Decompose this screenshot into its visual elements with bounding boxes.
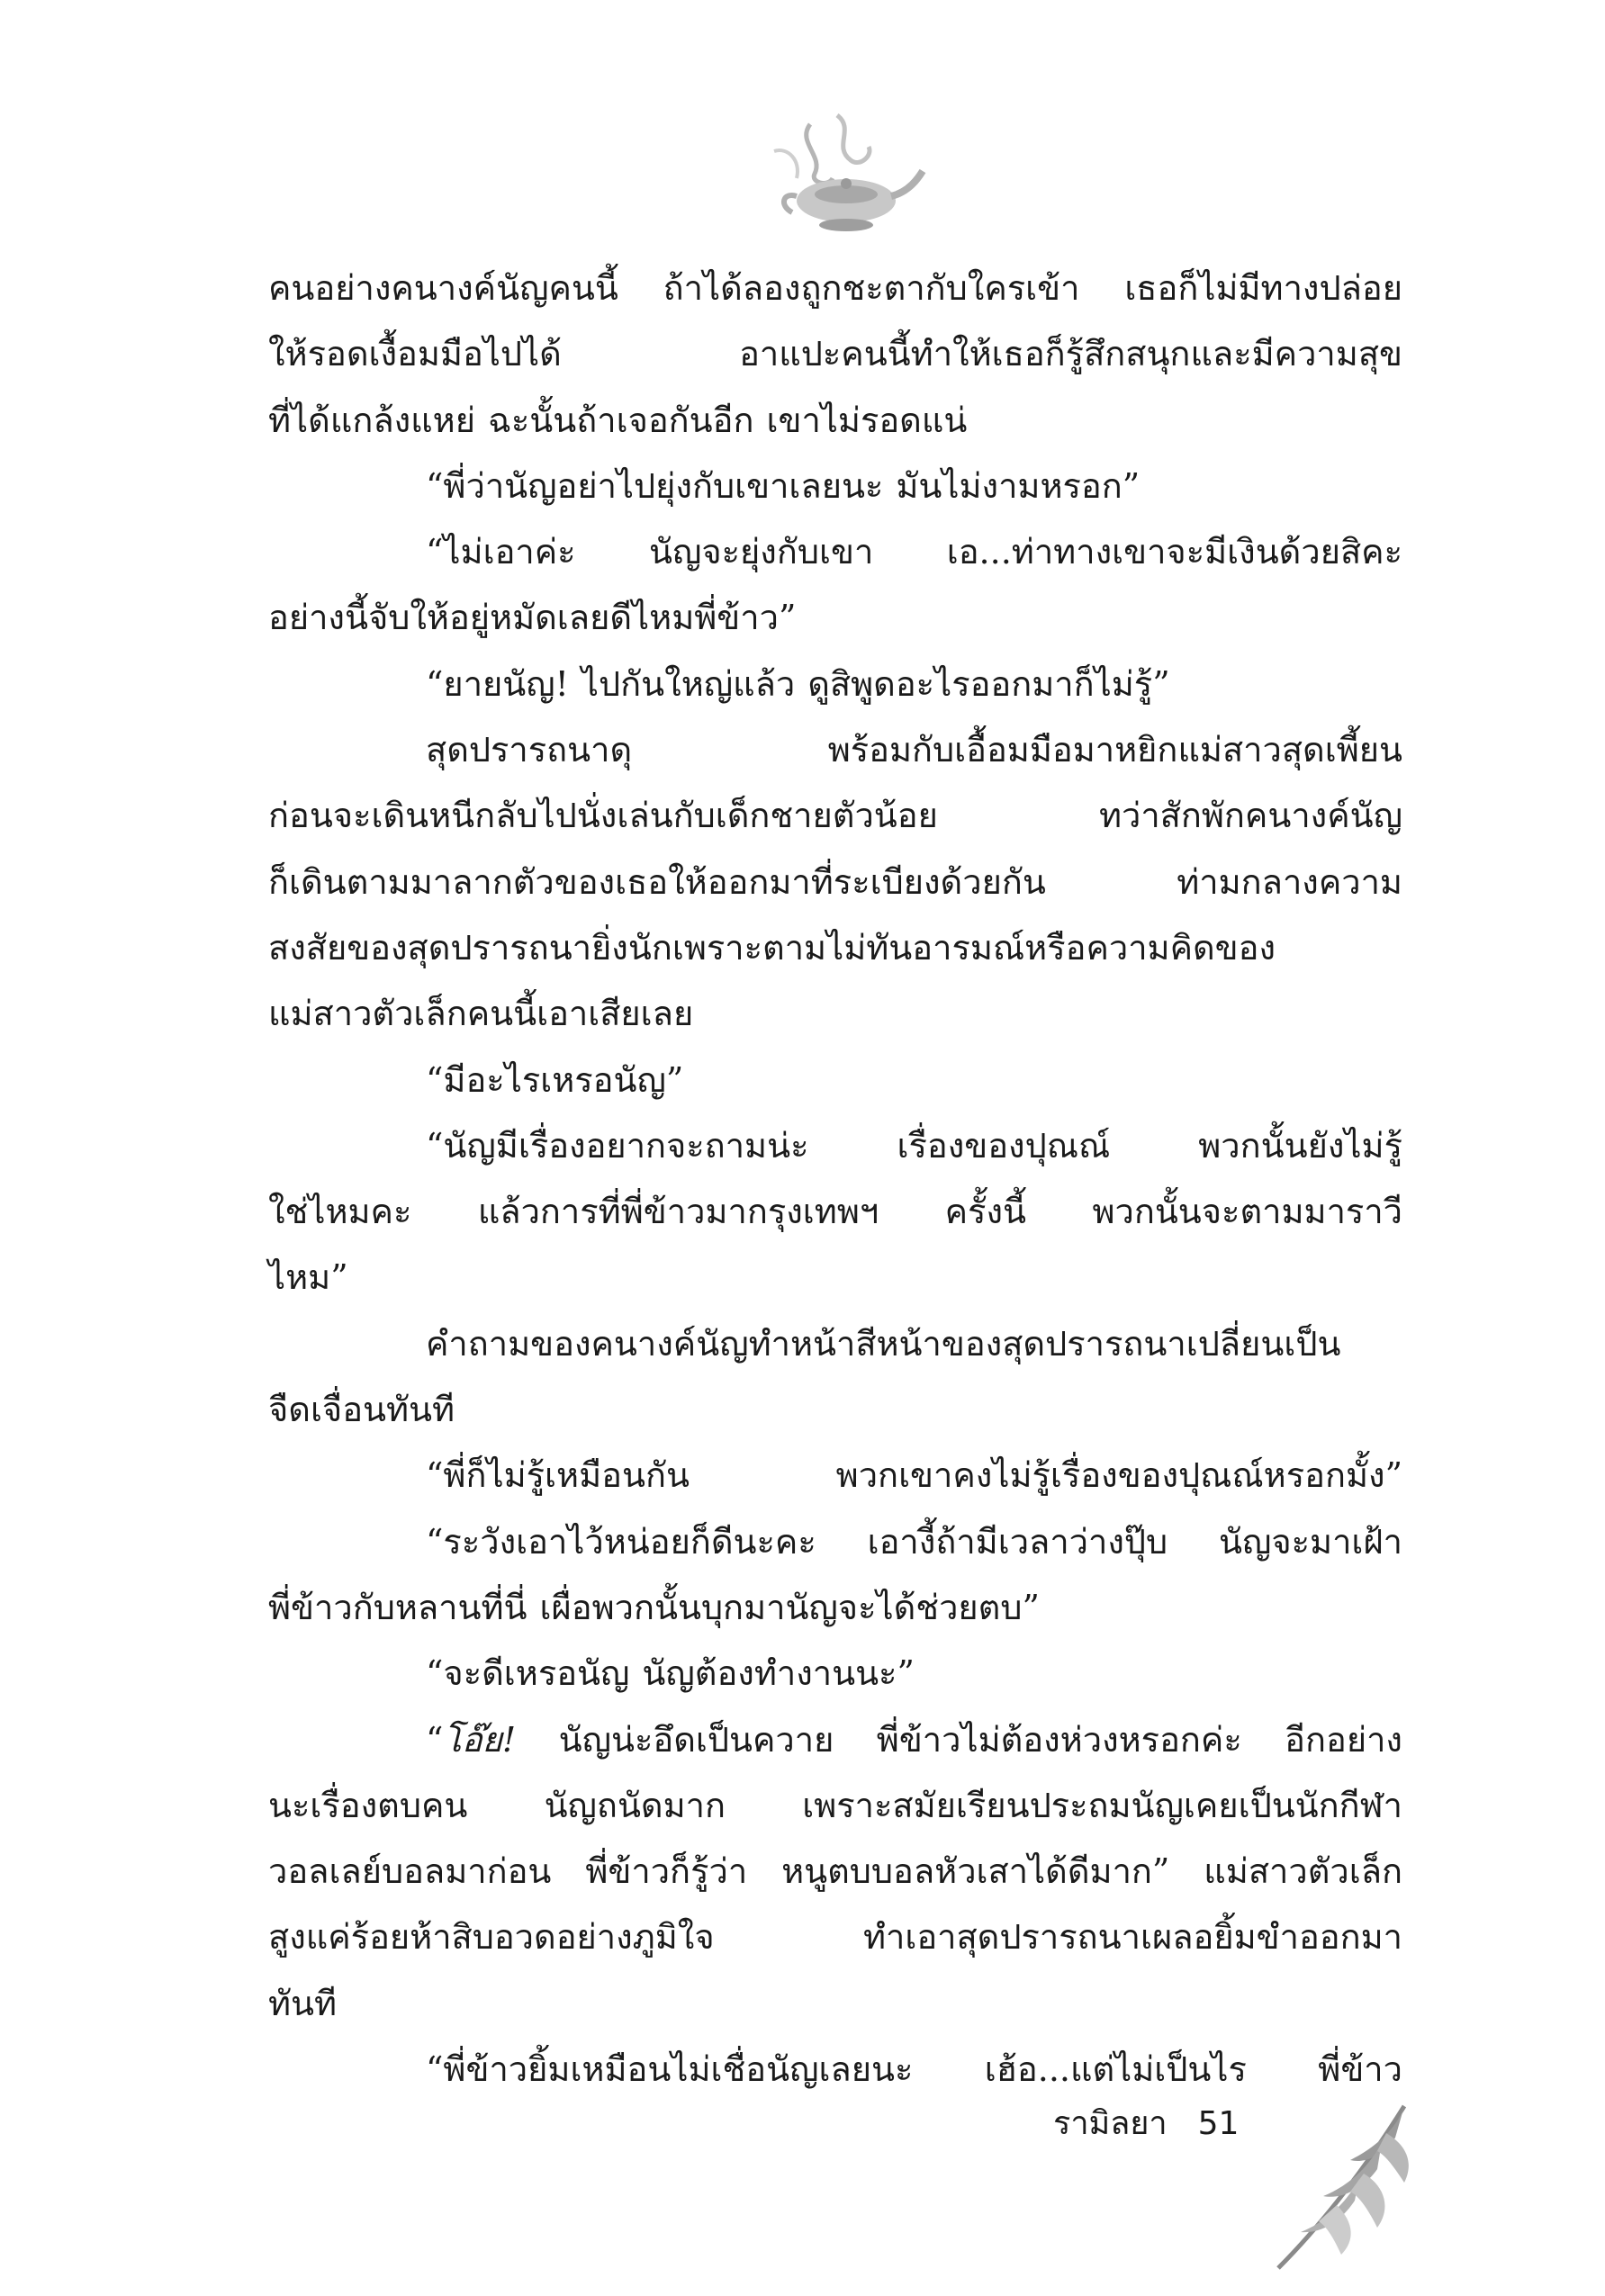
text-phrase: พวกเขาคงไม่รู้เรื่องของปุณณ์หรอกมั้ง” — [835, 1455, 1402, 1496]
text-line — [268, 1839, 1402, 1904]
text-phrase: ไปกันใหญ่แล้ว — [581, 663, 796, 704]
text-line — [268, 388, 1402, 454]
text-line — [268, 1245, 1402, 1310]
text-phrase: พร้อมกับเอื้อมมือมาหยิกแม่สาวสุดเพี้ยน — [827, 730, 1402, 770]
text-phrase: เรื่องของปุณณ์ — [897, 1125, 1111, 1166]
text-phrase: ที่ได้แกล้งแหย่ — [268, 400, 475, 440]
text-line — [268, 1773, 1402, 1839]
text-phrase: ครั้งนี้ — [944, 1192, 1027, 1232]
text-line — [268, 1707, 1402, 1773]
text-line — [268, 652, 1402, 717]
text-phrase: อย่างนี้จับให้อยู่หมัดเลยดีไหมพี่ข้าว” — [268, 598, 797, 638]
text-line — [268, 1509, 1402, 1575]
text-phrase: เผื่อพวกนั้นบุกมานัญจะได้ช่วยตบ” — [539, 1587, 1040, 1627]
text-line — [268, 1575, 1402, 1641]
text-phrase: หนูตบบอลหัวเสาได้ดีมาก” — [781, 1851, 1170, 1892]
text-line — [268, 454, 1402, 519]
text-phrase: “พี่ก็ไม่รู้เหมือนกัน — [426, 1455, 690, 1496]
text-phrase: ใช่ไหมคะ — [268, 1192, 412, 1232]
text-phrase: เขาไม่รอดแน่ — [766, 400, 968, 440]
text-phrase: ให้รอดเงื้อมมือไปได้ — [268, 334, 562, 374]
text-phrase: “พี่ว่านัญอย่าไปยุ่งกับเขาเลยนะ — [426, 465, 884, 506]
text-phrase: อีกอย่าง — [1285, 1719, 1402, 1760]
text-phrase: มันไม่งามหรอก” — [896, 465, 1141, 506]
text-phrase: ทันที — [268, 1983, 338, 2023]
text-phrase: เอางี้ถ้ามีเวลาว่างปุ๊บ — [867, 1521, 1168, 1562]
text-phrase: ทว่าสักพักคนางค์นัญ — [1098, 796, 1402, 836]
text-line — [268, 519, 1402, 585]
text-phrase: พี่ข้าว — [1318, 2049, 1402, 2090]
text-phrase: สงสัยของสุดปรารถนายิ่งนักเพราะตามไม่ทันอารมณ์หรือความคิดของ — [268, 927, 1276, 968]
text-line — [268, 585, 1402, 651]
text-phrase: แล้วการที่พี่ข้าวมากรุงเทพฯ — [477, 1192, 879, 1232]
text-phrase: นัญถนัดมาก — [544, 1785, 726, 1825]
text-line — [268, 321, 1402, 387]
text-line — [268, 783, 1402, 849]
text-phrase: พวกนั้นจะตามมาราวี — [1092, 1192, 1402, 1232]
text-line — [268, 2037, 1402, 2102]
text-phrase: สุดปรารถนาดุ — [426, 730, 633, 770]
text-line — [268, 1641, 1402, 1706]
text-phrase: “มีอะไรเหรอนัญ” — [426, 1059, 684, 1100]
text-phrase: “นัญมีเรื่องอยากจะถามน่ะ — [426, 1125, 809, 1166]
text-line — [268, 1179, 1402, 1245]
text-line — [268, 1904, 1402, 1970]
text-phrase: พี่ข้าวก็รู้ว่า — [585, 1851, 748, 1892]
genie-lamp-icon — [747, 106, 927, 241]
page-number: 51 — [1197, 2105, 1240, 2142]
text-phrase: เธอก็ไม่มีทางปล่อย — [1124, 268, 1402, 308]
text-phrase: ท่ามกลางความ — [1177, 861, 1402, 902]
text-phrase: ดูสิพูดอะไรออกมาก็ไม่รู้” — [807, 663, 1170, 704]
text-phrase: คำถามของคนางค์นัญทำหน้าสีหน้าของสุดปรารถนาเปลี่ยนเป็น — [426, 1323, 1341, 1364]
text-line — [268, 1377, 1402, 1443]
text-phrase: “ยายนัญ! — [426, 663, 569, 704]
text-line — [268, 1443, 1402, 1508]
text-phrase: นัญน่ะอึดเป็นควาย — [558, 1719, 834, 1760]
text-phrase: ก่อนจะเดินหนีกลับไปนั่งเล่นกับเด็กชายตัวน้อย — [268, 796, 938, 836]
text-phrase: แม่สาวตัวเล็ก — [1204, 1851, 1402, 1892]
text-phrase: แม่สาวตัวเล็กคนนี้เอาเสียเลย — [268, 994, 694, 1034]
text-phrase: วอลเลย์บอลมาก่อน — [268, 1851, 552, 1892]
text-phrase: นัญจะมาเฝ้า — [1218, 1521, 1402, 1562]
text-phrase: “ระวังเอาไว้หน่อยก็ดีนะคะ — [426, 1521, 816, 1562]
text-phrase: อาแปะคนนี้ทำให้เธอก็รู้สึกสนุกและมีความสุข — [739, 334, 1402, 374]
page-footer — [1053, 2097, 1239, 2148]
text-phrase: นัญต้องทำงานนะ” — [642, 1653, 915, 1694]
text-phrase: พี่ข้าวไม่ต้องห่วงหรอกค่ะ — [876, 1719, 1242, 1760]
text-phrase: พี่ข้าวกับหลานที่นี่ — [268, 1587, 527, 1627]
text-line — [268, 256, 1402, 321]
text-phrase: “จะดีเหรอนัญ — [426, 1653, 630, 1694]
text-phrase: เฮ้อ...แต่ไม่เป็นไร — [984, 2049, 1247, 2090]
text-line — [268, 1113, 1402, 1179]
text-phrase: ก็เดินตามมาลากตัวของเธอให้ออกมาที่ระเบียงด้วยกัน — [268, 861, 1046, 902]
body-text — [268, 256, 1402, 2102]
text-phrase: คนอย่างคนางค์นัญคนนี้ — [268, 268, 618, 308]
book-title: รามิลยา — [1053, 2105, 1168, 2142]
text-line — [268, 850, 1402, 915]
text-phrase: ฉะนั้นถ้าเจอกันอีก — [488, 400, 754, 440]
text-phrase: “โอ๊ย! — [426, 1719, 517, 1760]
text-phrase: นัญจะยุ่งกับเขา — [649, 532, 874, 572]
text-phrase: “ไม่เอาค่ะ — [426, 532, 576, 572]
text-line — [268, 915, 1402, 981]
text-line — [268, 717, 1402, 783]
text-phrase: “พี่ข้าวยิ้มเหมือนไม่เชื่อนัญเลยนะ — [426, 2049, 914, 2090]
text-line — [268, 981, 1402, 1047]
text-line — [268, 1048, 1402, 1113]
text-phrase: สูงแค่ร้อยห้าสิบอวดอย่างภูมิใจ — [268, 1917, 715, 1958]
text-phrase: เพราะสมัยเรียนประถมนัญเคยเป็นนักกีฬา — [802, 1785, 1402, 1825]
text-phrase: จืดเจื่อนทันที — [268, 1390, 455, 1430]
text-phrase: พวกนั้นยังไม่รู้ — [1198, 1125, 1402, 1166]
text-phrase: ไหม” — [268, 1257, 348, 1298]
text-phrase: เอ...ท่าทางเขาจะมีเงินด้วยสิคะ — [946, 532, 1402, 572]
text-phrase: ทำเอาสุดปรารถนาเผลอยิ้มขำออกมา — [862, 1917, 1402, 1958]
text-phrase: ถ้าได้ลองถูกชะตากับใครเข้า — [663, 268, 1080, 308]
feather-icon — [1260, 2097, 1422, 2277]
text-phrase: นะเรื่องตบคน — [268, 1785, 468, 1825]
text-line — [268, 1311, 1402, 1377]
text-line — [268, 1971, 1402, 2037]
